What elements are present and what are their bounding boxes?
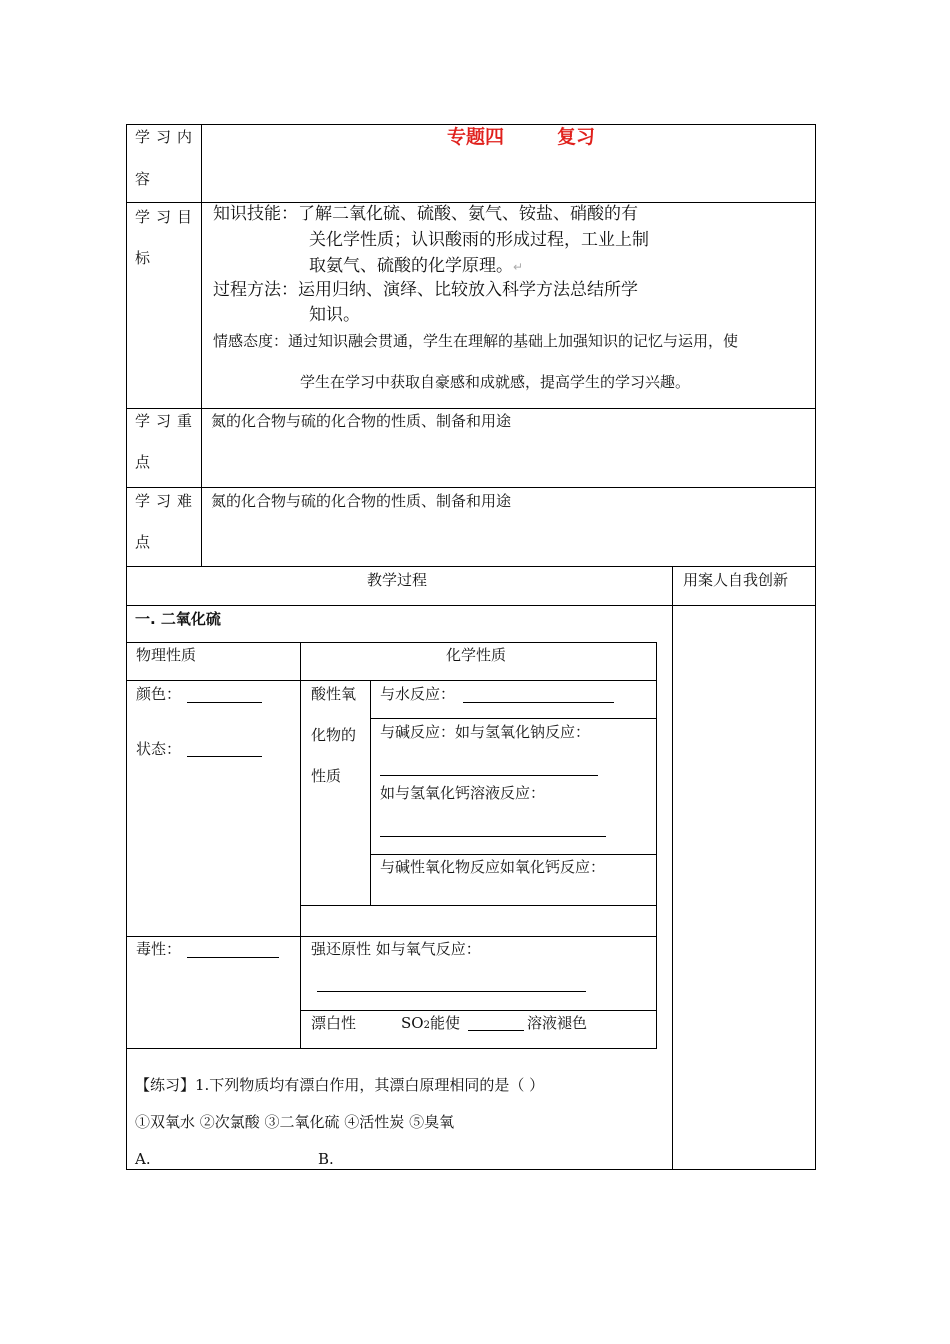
goal-knowledge-cont: 关化学性质；认识酸雨的形成过程，工业上制 xyxy=(309,230,649,250)
goal-attitude-cont: 学生在学习中获取自豪感和成就感，提高学生的学习兴趣。 xyxy=(300,373,691,391)
label-column-divider xyxy=(201,124,202,567)
calcium-reaction-label: 如与氢氧化钙溶液反应： xyxy=(380,784,546,802)
inner-row-divider xyxy=(126,680,657,681)
bleaching-text: SO2能使 xyxy=(401,1014,460,1032)
goal-attitude: 情感态度：通过知识融会贯通，学生在理解的基础上加强知识的记忆与运用，使 xyxy=(213,332,739,350)
goal-knowledge: 知识技能：了解二氧化硫、硫酸、氨气、铵盐、硝酸的有 xyxy=(213,204,638,224)
goals-label: 学习目 xyxy=(135,208,199,226)
acidic-oxide-label-3: 性质 xyxy=(311,767,342,785)
page-title: 专题四 xyxy=(447,126,505,148)
inner-row-divider xyxy=(300,1010,657,1011)
color-blank[interactable] xyxy=(187,702,262,703)
bleaching-label: 漂白性 xyxy=(311,1014,357,1032)
reducing-blank[interactable] xyxy=(317,991,586,992)
toxicity-label: 毒性： xyxy=(136,940,182,958)
state-label: 状态： xyxy=(136,740,182,758)
inner-table-right xyxy=(656,642,657,1049)
inner-row-divider xyxy=(370,854,657,855)
row-divider xyxy=(126,408,816,409)
inner-col-divider xyxy=(300,642,301,1048)
state-blank[interactable] xyxy=(187,756,262,757)
toxicity-blank[interactable] xyxy=(187,957,279,958)
naoh-reaction-blank[interactable] xyxy=(380,775,598,776)
exercise-question: 【练习】1.下列物质均有漂白作用，其漂白原理相同的是（ ） xyxy=(135,1076,545,1094)
side-column-divider xyxy=(672,566,673,1170)
difficulty-label: 学习难 xyxy=(135,492,199,510)
acidic-oxide-label: 酸性氧 xyxy=(311,685,357,703)
inner-table-top xyxy=(126,642,657,643)
exercise-option-a: A. xyxy=(135,1150,151,1168)
bleaching-text-end: 溶液褪色 xyxy=(527,1014,588,1032)
row-divider xyxy=(126,202,816,203)
exercise-option-b: B. xyxy=(318,1150,334,1168)
content-label-cont: 容 xyxy=(135,170,151,188)
inner-row-divider xyxy=(126,936,657,937)
goal-method-cont: 知识。 xyxy=(309,305,360,325)
process-header: 教学过程 xyxy=(367,571,428,589)
inner-row-divider xyxy=(370,718,657,719)
acidic-oxide-label-2: 化物的 xyxy=(311,726,357,744)
row-divider xyxy=(126,605,816,606)
exercise-options: ①双氧水 ②次氯酸 ③二氧化硫 ④活性炭 ⑤臭氧 xyxy=(135,1113,455,1131)
difficulty-label-cont: 点 xyxy=(135,533,151,551)
goal-knowledge-cont2: 取氨气、硫酸的化学原理。↵ xyxy=(309,256,524,276)
section-title: 一. 二氧化硫 xyxy=(135,610,221,628)
focus-label-cont: 点 xyxy=(135,453,151,471)
page-title-review: 复习 xyxy=(557,126,596,148)
bleaching-blank[interactable] xyxy=(468,1030,524,1031)
innovation-header: 用案人自我创新 xyxy=(683,571,789,589)
goal-method: 过程方法：运用归纳、演绎、比较放入科学方法总结所学 xyxy=(213,280,638,300)
reducing-label: 强还原性 如与氧气反应： xyxy=(311,940,481,958)
difficulty-text: 氮的化合物与硫的化合物的性质、制备和用途 xyxy=(211,492,512,510)
goals-label-cont: 标 xyxy=(135,249,151,267)
caoh-reaction-blank[interactable] xyxy=(380,836,606,837)
focus-text: 氮的化合物与硫的化合物的性质、制备和用途 xyxy=(211,412,512,430)
inner-col-divider xyxy=(370,680,371,906)
inner-table-bottom xyxy=(126,1048,657,1049)
content-label: 学习内 xyxy=(135,128,199,146)
focus-label: 学习重 xyxy=(135,412,199,430)
row-divider xyxy=(126,566,816,567)
base-reaction-label: 与碱反应：如与氢氧化钠反应： xyxy=(380,723,591,741)
inner-row-divider xyxy=(300,905,657,906)
chemical-properties-header: 化学性质 xyxy=(446,646,507,664)
row-divider xyxy=(126,487,816,488)
physical-properties-header: 物理性质 xyxy=(136,646,197,664)
table-border-bottom xyxy=(126,1169,816,1170)
basic-oxide-reaction-label: 与碱性氧化物反应如氧化钙反应： xyxy=(380,858,606,876)
water-reaction-blank[interactable] xyxy=(463,702,614,703)
water-reaction-label: 与水反应： xyxy=(380,685,456,703)
color-label: 颜色： xyxy=(136,685,182,703)
table-border-left xyxy=(126,124,127,1170)
table-border-top xyxy=(126,124,816,125)
table-border-right xyxy=(815,124,816,1170)
